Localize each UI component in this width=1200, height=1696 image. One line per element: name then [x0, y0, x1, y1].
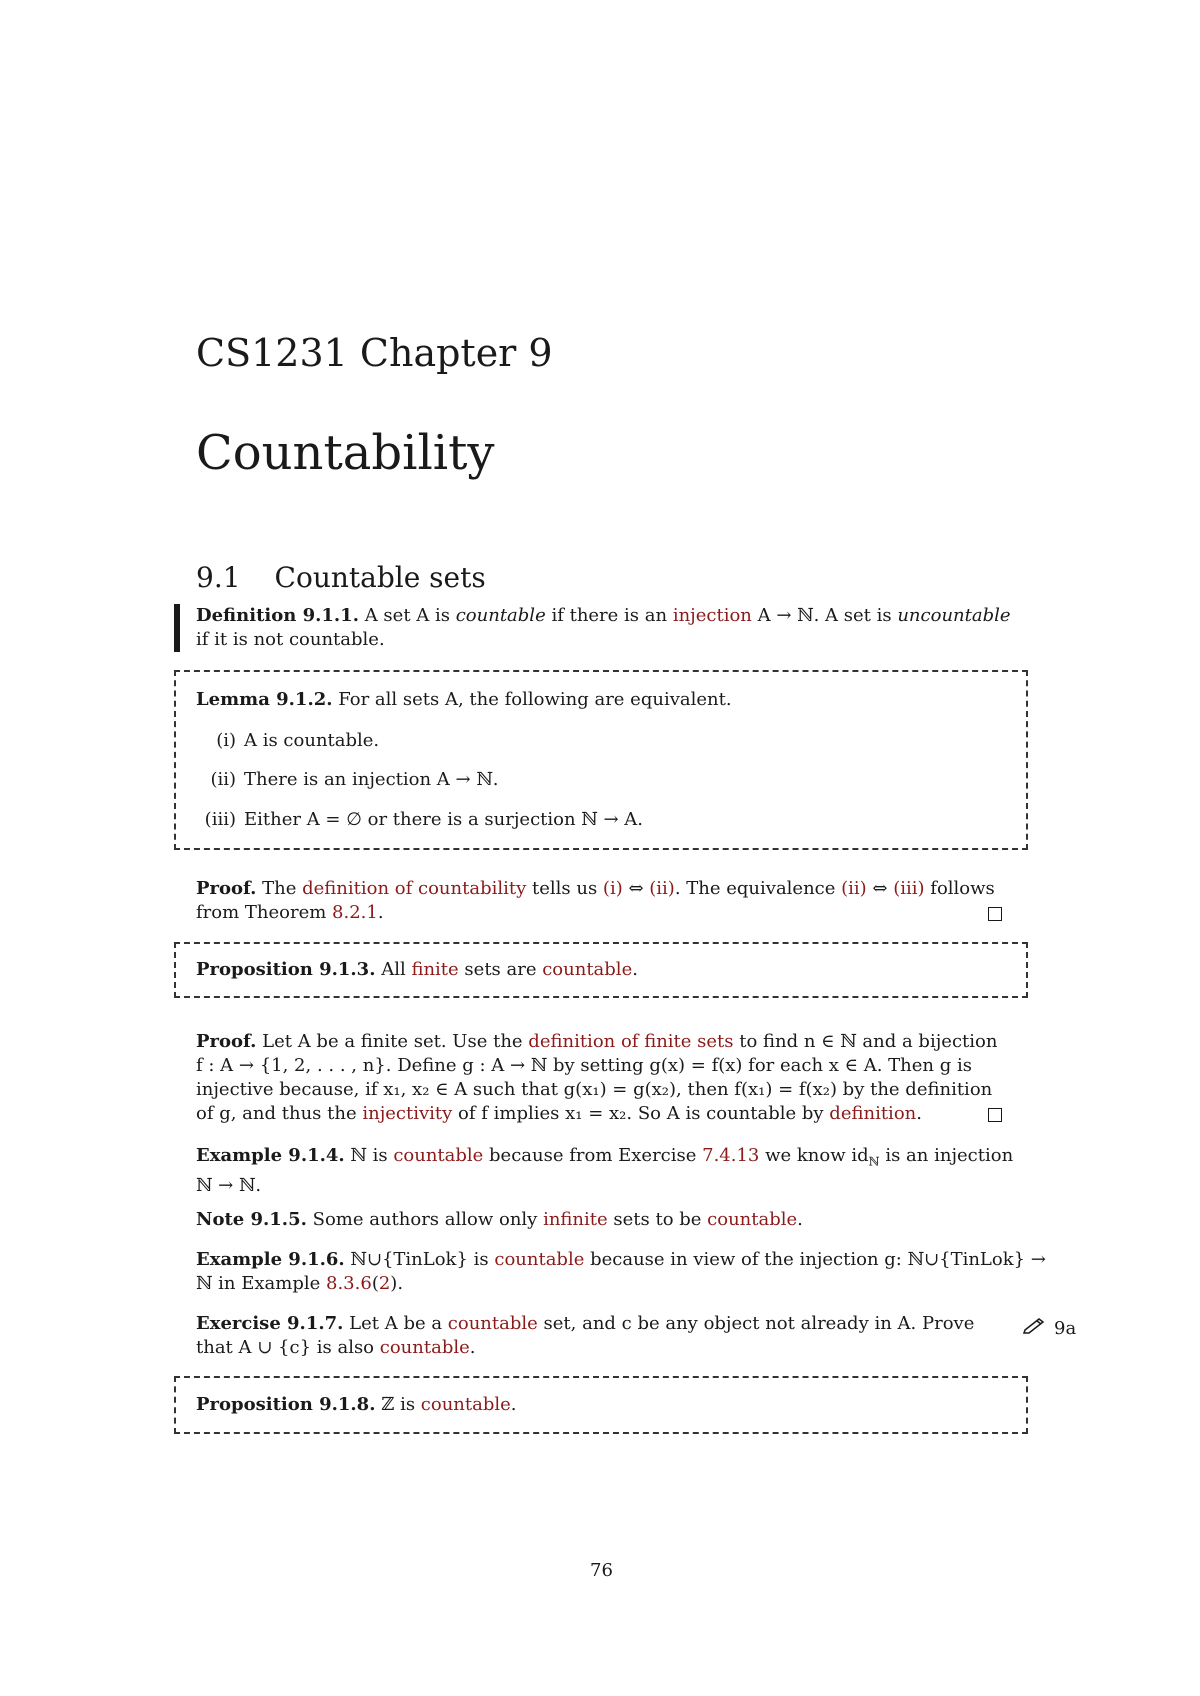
- margin-note: 9a: [1054, 1318, 1077, 1339]
- link-countable[interactable]: countable: [542, 959, 633, 980]
- item-label: (i): [216, 730, 236, 751]
- proof-text: .: [916, 1103, 922, 1124]
- item-label: (iii): [204, 809, 236, 830]
- example-text-line2: ℕ → ℕ.: [196, 1174, 262, 1196]
- proposition-label: Proposition 9.1.8.: [196, 1394, 376, 1415]
- proposition-text: .: [510, 1394, 517, 1415]
- definition-text: A → ℕ. A set is: [751, 605, 898, 626]
- link-countable[interactable]: countable: [393, 1145, 484, 1166]
- ref-item-ii[interactable]: (ii): [841, 878, 867, 899]
- definition-text: A set A is: [364, 605, 456, 626]
- example-text: because from Exercise: [483, 1145, 703, 1166]
- proof-label: Proof.: [196, 878, 257, 899]
- term-countable: countable: [455, 605, 546, 626]
- definition-text-line2: if it is not countable.: [196, 629, 385, 650]
- subscript: ℕ: [868, 1154, 880, 1169]
- ref-example[interactable]: 8.3.6: [326, 1273, 372, 1294]
- link-definition-of-countability[interactable]: definition of countability: [302, 878, 527, 899]
- link-finite[interactable]: finite: [411, 959, 459, 980]
- chapter-title: Countability: [196, 425, 495, 481]
- proof-block: [196, 877, 1008, 925]
- proposition-text: [196, 958, 1008, 982]
- example-text: ℕ∪{TinLok} is: [350, 1249, 495, 1270]
- link-definition[interactable]: definition: [829, 1103, 917, 1124]
- exercise-text: .: [469, 1337, 476, 1358]
- example-text: is an injection: [879, 1145, 1014, 1166]
- item-label: (ii): [210, 769, 236, 790]
- proof-text-line: f : A → {1, 2, . . . , n}. Define g : A → ℕ by setting g(x) = f(x) for each x ∈ A. Then g is: [196, 1055, 972, 1076]
- proposition-text: .: [632, 959, 638, 980]
- item-text: A is countable.: [244, 730, 380, 751]
- link-countable[interactable]: countable: [447, 1313, 538, 1334]
- example-text: (: [371, 1273, 379, 1294]
- exercise-block: [196, 1312, 1008, 1360]
- proof-text: of g, and thus the: [196, 1103, 363, 1124]
- example-label: Example 9.1.4.: [196, 1145, 345, 1166]
- proof-text: .: [377, 902, 384, 923]
- qed-square-icon: [988, 1108, 1002, 1122]
- proof-block: [196, 1030, 1008, 1126]
- example-text: because in view of the injection g: ℕ∪{TinLok} →: [584, 1249, 1046, 1270]
- page-number: 76: [590, 1560, 613, 1581]
- item-text: Either A = ∅ or there is a surjection ℕ → A.: [244, 809, 644, 830]
- proof-text: to find n ∈ ℕ and a bijection: [733, 1031, 998, 1052]
- link-countable[interactable]: countable: [707, 1209, 798, 1230]
- proof-text: follows: [924, 878, 995, 899]
- example-text: ).: [390, 1273, 404, 1294]
- note-block: [196, 1208, 1008, 1232]
- example-text: ℕ in Example: [196, 1273, 326, 1294]
- definition-block: [196, 604, 1011, 652]
- ref-exercise[interactable]: 7.4.13: [702, 1145, 760, 1166]
- note-label: Note 9.1.5.: [196, 1209, 307, 1230]
- proposition-text: sets are: [458, 959, 543, 980]
- item-text: There is an injection A → ℕ.: [244, 769, 499, 790]
- proof-text: Let A be a finite set. Use the: [262, 1031, 529, 1052]
- proof-text: The: [262, 878, 303, 899]
- proposition-label: Proposition 9.1.3.: [196, 959, 376, 980]
- link-countable[interactable]: countable: [420, 1394, 511, 1415]
- link-countable[interactable]: countable: [379, 1337, 470, 1358]
- ref-item-ii[interactable]: (ii): [649, 878, 675, 899]
- example-block: [196, 1144, 1014, 1198]
- course-chapter-heading: CS1231 Chapter 9: [196, 331, 553, 375]
- definition-label: Definition 9.1.1.: [196, 605, 359, 626]
- link-definition-of-finite-sets[interactable]: definition of finite sets: [528, 1031, 734, 1052]
- proof-text: ⇔: [866, 878, 894, 899]
- definition-text: if there is an: [545, 605, 673, 626]
- proof-text-line: injective because, if x₁, x₂ ∈ A such that g(x₁) = g(x₂), then f(x₁) = f(x₂) by the definition: [196, 1079, 993, 1100]
- proof-text: . The equivalence: [674, 878, 842, 899]
- definition-bar: [174, 604, 180, 652]
- example-block: [196, 1248, 1046, 1296]
- ref-item[interactable]: 2: [378, 1273, 391, 1294]
- exercise-text: that A ∪ {c} is also: [196, 1337, 380, 1358]
- proof-text: of f implies x₁ = x₂. So A is countable by: [452, 1103, 830, 1124]
- proposition-text: All: [381, 959, 412, 980]
- ref-item-iii[interactable]: (iii): [893, 878, 925, 899]
- pencil-icon: [1022, 1316, 1046, 1339]
- lemma-intro: [196, 688, 1008, 712]
- link-infinite[interactable]: infinite: [543, 1209, 608, 1230]
- section-title: Countable sets: [274, 561, 486, 594]
- lemma-label: Lemma 9.1.2.: [196, 689, 333, 710]
- exercise-text: set, and c be any object not already in A. Prove: [537, 1313, 975, 1334]
- proof-label: Proof.: [196, 1031, 257, 1052]
- proof-text: from Theorem: [196, 902, 333, 923]
- proof-text: tells us: [526, 878, 603, 899]
- section-heading: [196, 560, 486, 596]
- section-number: 9.1: [196, 561, 241, 594]
- proposition-text: ℤ is: [381, 1394, 421, 1415]
- term-uncountable: uncountable: [897, 605, 1011, 626]
- note-text: Some authors allow only: [312, 1209, 544, 1230]
- lemma-intro-text: For all sets A, the following are equivalent.: [338, 689, 732, 710]
- link-injectivity[interactable]: injectivity: [362, 1103, 453, 1124]
- link-injection[interactable]: injection: [672, 605, 752, 626]
- note-text: .: [797, 1209, 803, 1230]
- proof-text: ⇔: [622, 878, 650, 899]
- note-text: sets to be: [607, 1209, 708, 1230]
- proposition-text: [196, 1393, 1008, 1417]
- qed-square-icon: [988, 907, 1002, 921]
- example-label: Example 9.1.6.: [196, 1249, 345, 1270]
- exercise-text: Let A be a: [349, 1313, 448, 1334]
- example-text: ℕ is: [350, 1145, 394, 1166]
- link-countable[interactable]: countable: [494, 1249, 585, 1270]
- ref-theorem[interactable]: 8.2.1: [332, 902, 378, 923]
- exercise-label: Exercise 9.1.7.: [196, 1313, 344, 1334]
- ref-item-i[interactable]: (i): [602, 878, 623, 899]
- example-text: we know id: [759, 1145, 869, 1166]
